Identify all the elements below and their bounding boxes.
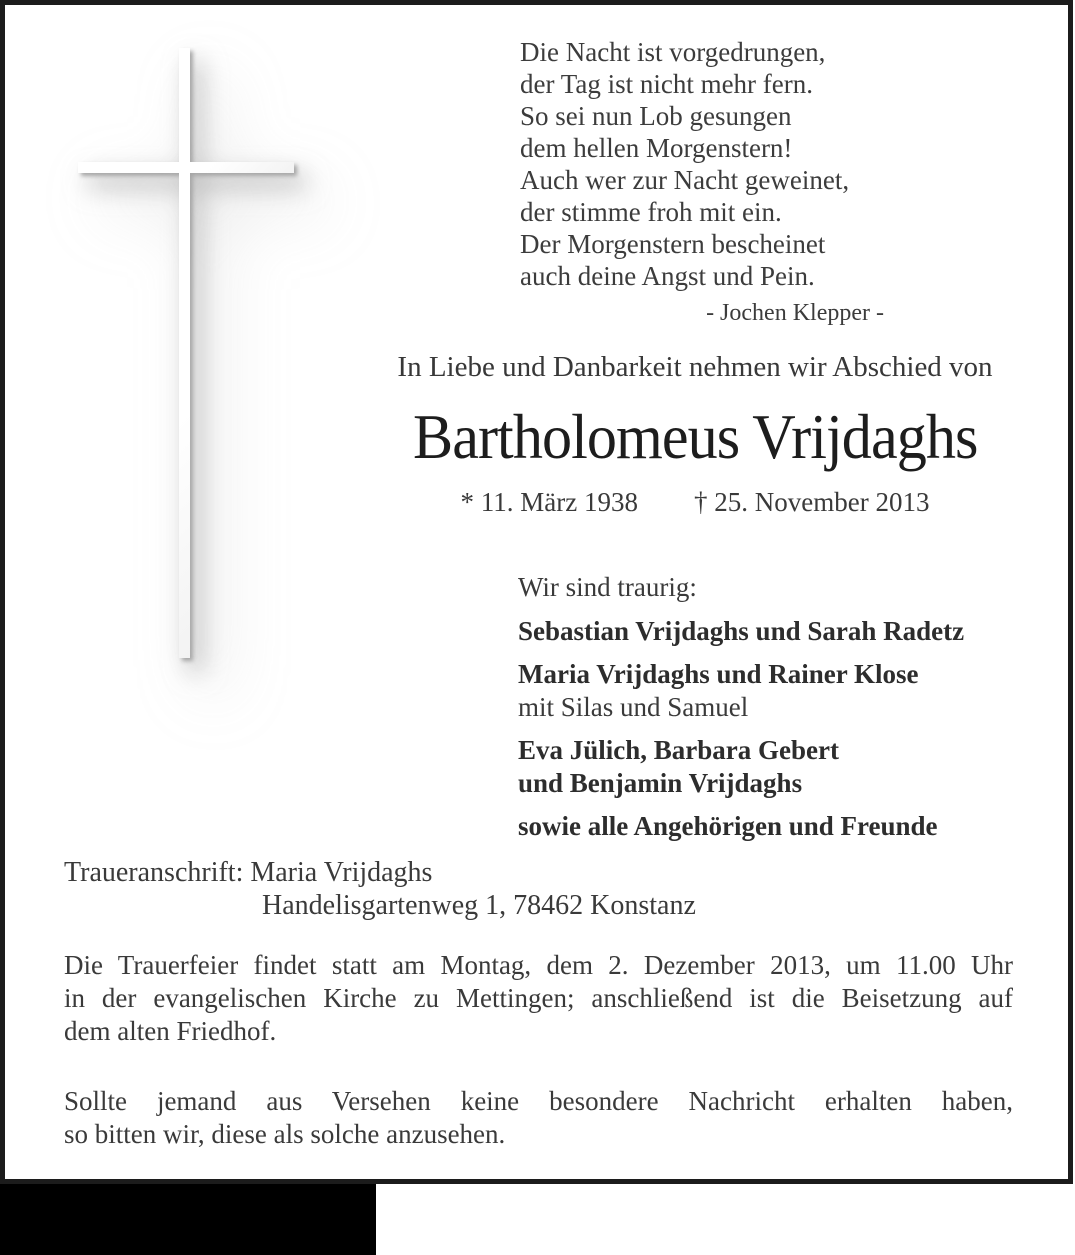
poem-line: Der Morgenstern bescheinet xyxy=(520,229,826,259)
mourners-heading: Wir sind traurig: xyxy=(518,572,697,602)
deceased-name xyxy=(315,400,1075,474)
address-line: Traueranschrift: Maria Vrijdaghs xyxy=(64,857,433,888)
service-line: Die Trauerfeier findet statt am Montag, dem 2. Dezember 2013, um 11.00 Uhr xyxy=(64,950,1013,980)
death-date: † 25. November 2013 xyxy=(694,487,930,517)
life-dates xyxy=(315,487,1075,518)
mourner-line: und Benjamin Vrijdaghs xyxy=(518,768,803,798)
latin-cross-icon xyxy=(0,0,360,700)
poem-line: Auch wer zur Nacht geweinet, xyxy=(520,165,850,195)
poem-line: der stimme froh mit ein. xyxy=(520,197,782,227)
deceased-name-text: Bartholomeus Vrijdaghs xyxy=(412,401,978,472)
poem-line: Die Nacht ist vorgedrungen, xyxy=(520,37,826,67)
poem-block xyxy=(520,36,890,329)
mourner-group xyxy=(518,810,964,843)
mourner-line: Eva Jülich, Barbara Gebert xyxy=(518,735,839,765)
service-line: in der evangelischen Kirche zu Mettingen; anschließend ist die Beisetzung auf xyxy=(64,983,1013,1013)
mourner-line: sowie alle Angehörigen und Freunde xyxy=(518,811,938,841)
mourner-group xyxy=(518,734,964,800)
apology-notice xyxy=(64,1085,1013,1151)
mourner-line: Sebastian Vrijdaghs und Sarah Radetz xyxy=(518,616,965,646)
mourner-group xyxy=(518,615,964,648)
poem-line: der Tag ist nicht mehr fern. xyxy=(520,69,814,99)
cross-vertical-bar xyxy=(179,48,190,658)
mourner-line: Maria Vrijdaghs und Rainer Klose xyxy=(518,659,919,689)
farewell-intro-line: In Liebe und Danbarkeit nehmen wir Abschied von xyxy=(397,351,993,383)
mourners-block xyxy=(518,571,964,853)
notice-line: Sollte jemand aus Versehen keine besondere Nachricht erhalten haben, xyxy=(64,1086,1013,1116)
funeral-service-info xyxy=(64,949,1013,1048)
mourner-line: mit Silas und Samuel xyxy=(518,692,749,722)
address-line: Handelisgartenweg 1, 78462 Konstanz xyxy=(262,890,696,921)
poem-line: dem hellen Morgenstern! xyxy=(520,133,793,163)
poem-line: So sei nun Lob gesungen xyxy=(520,101,792,131)
notice-line: so bitten wir, diese als solche anzusehen. xyxy=(64,1119,506,1149)
poem-attribution: - Jochen Klepper - xyxy=(706,300,884,326)
mourning-address-block xyxy=(64,856,696,922)
mourner-group xyxy=(518,658,964,724)
poem-line: auch deine Angst und Pein. xyxy=(520,261,815,291)
cross-horizontal-bar xyxy=(78,162,294,173)
birth-date: * 11. März 1938 xyxy=(460,487,638,517)
bottom-left-black-block xyxy=(0,1184,376,1255)
service-line: dem alten Friedhof. xyxy=(64,1016,277,1046)
